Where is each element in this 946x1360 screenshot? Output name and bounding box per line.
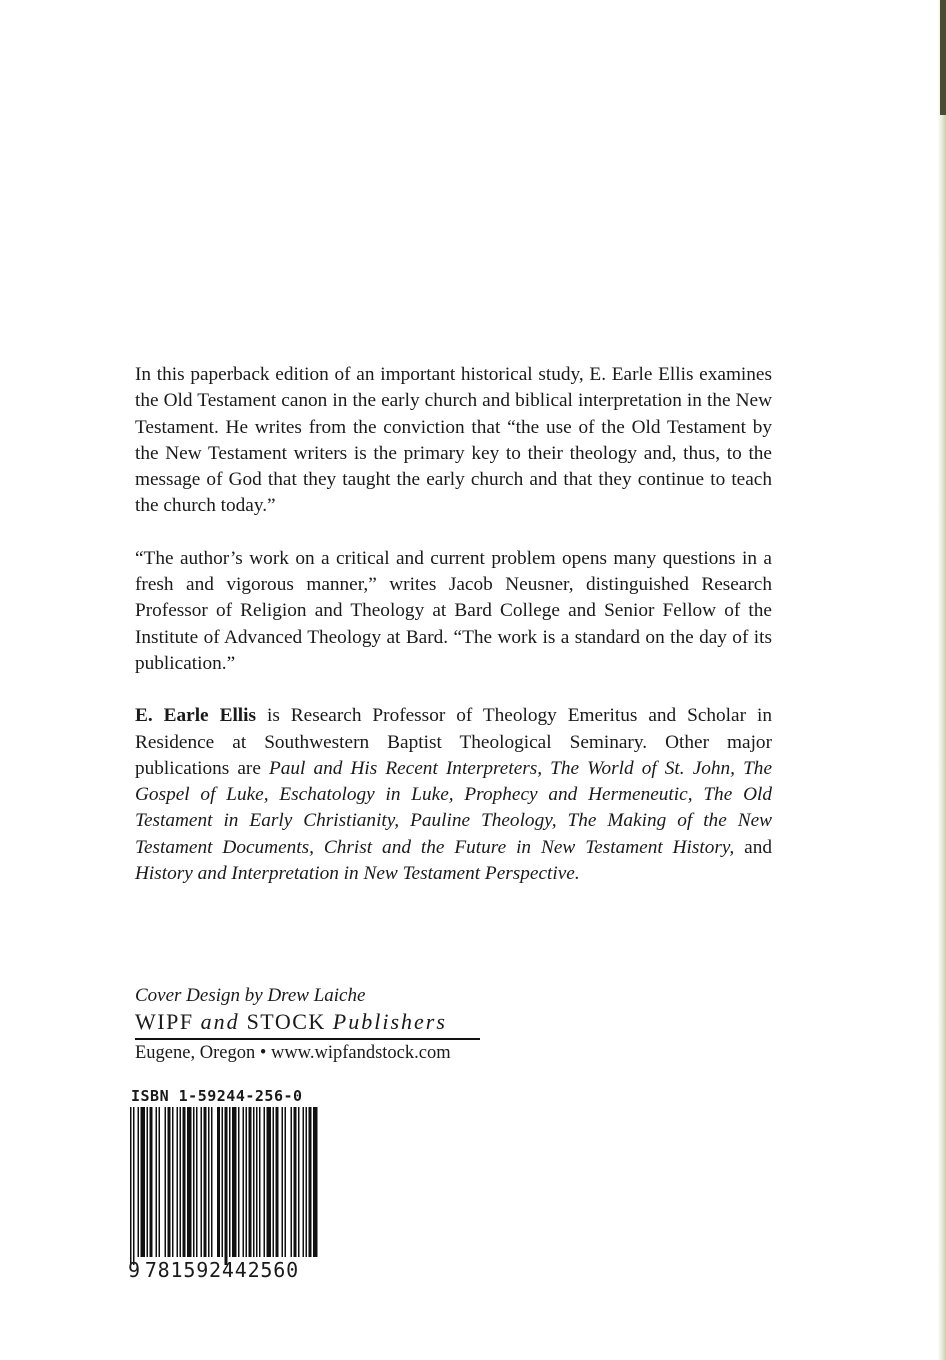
barcode-number: 781592442560 bbox=[144, 1258, 299, 1282]
barcode-bar bbox=[309, 1107, 312, 1257]
barcode-bar bbox=[159, 1107, 161, 1257]
barcode-bar bbox=[138, 1107, 140, 1257]
barcode-bar bbox=[282, 1107, 284, 1257]
publisher-wipf: WIPF bbox=[135, 1009, 201, 1034]
barcode-bar bbox=[294, 1107, 297, 1257]
barcode-bar bbox=[313, 1107, 318, 1257]
barcode-bar bbox=[183, 1107, 186, 1257]
barcode-bar bbox=[246, 1107, 248, 1257]
bullet-separator: • bbox=[255, 1043, 271, 1063]
barcode-bar bbox=[156, 1107, 158, 1257]
barcode-bar bbox=[267, 1107, 272, 1257]
barcode-bar bbox=[147, 1107, 149, 1257]
barcode-bar bbox=[229, 1107, 231, 1257]
publisher-and: and bbox=[200, 1009, 240, 1034]
barcode-bar bbox=[298, 1107, 300, 1257]
barcode-bar bbox=[172, 1107, 174, 1257]
author-bio bbox=[135, 703, 772, 887]
publisher-credits bbox=[135, 984, 480, 1066]
barcode-bar bbox=[177, 1107, 179, 1257]
barcode-bar bbox=[264, 1107, 266, 1257]
barcode-bar bbox=[285, 1107, 287, 1257]
barcode-bar bbox=[303, 1107, 305, 1257]
barcode-bar bbox=[306, 1107, 308, 1257]
barcode-bar bbox=[238, 1107, 240, 1257]
barcode-bar bbox=[133, 1107, 135, 1265]
publisher-website: www.wipfandstock.com bbox=[270, 1043, 451, 1063]
spine-dark-edge bbox=[940, 0, 946, 115]
barcode-bar bbox=[201, 1107, 203, 1257]
barcode-bar bbox=[165, 1107, 167, 1257]
barcode-bar bbox=[222, 1107, 224, 1257]
bio-text: is Research Professor of Theology Emeritus and Scholar in Residence at Southwestern Baptist Theological Seminary. Other major publications are bbox=[135, 705, 772, 779]
barcode-bar bbox=[273, 1107, 275, 1257]
barcode-bar bbox=[150, 1107, 153, 1257]
author-name: E. Earle Ellis bbox=[135, 705, 257, 727]
book-spine-edge bbox=[938, 0, 946, 1360]
barcode-bar bbox=[232, 1107, 237, 1257]
barcode-bar bbox=[259, 1107, 261, 1257]
back-cover-text bbox=[135, 362, 772, 913]
barcode-bar bbox=[211, 1107, 213, 1257]
barcode-bar bbox=[141, 1107, 146, 1257]
barcode-bar bbox=[196, 1107, 198, 1257]
barcode-bar bbox=[291, 1107, 293, 1257]
barcode-bar bbox=[256, 1107, 258, 1257]
barcode-bar bbox=[208, 1107, 210, 1257]
bio-titles: Paul and His Recent Interpreters, The World of St. John, The Gospel of Luke, Eschatology in Luke, Prophecy and Hermeneutic, The Old Testament in Early Christianity, Pauline Theology, The Making of the New Testament Documents, Christ and the Future in New Testament History, bbox=[135, 757, 772, 858]
isbn-label: ISBN 1-59244-256-0 bbox=[131, 1087, 303, 1105]
publisher-location-line bbox=[135, 1040, 480, 1066]
barcode-bar bbox=[180, 1107, 182, 1257]
review-paragraph: “The author’s work on a critical and current problem opens many questions in a fresh and vigorous manner,” writes Jacob Neusner, distinguished Research Professor of Religion and Theology at Bard College and Senior Fellow of the Institute of Advanced Theology at Bard. “The work is a standard on the day of its publication.” bbox=[135, 547, 772, 674]
barcode-first-digit: 9 bbox=[128, 1258, 141, 1282]
barcode-bar bbox=[253, 1107, 255, 1257]
bio-and: and bbox=[734, 836, 772, 858]
barcode-bar bbox=[225, 1107, 228, 1265]
barcode-bar bbox=[168, 1107, 171, 1257]
description-paragraph: In this paperback edition of an important historical study, E. Earle Ellis examines the Old Testament canon in the early church and biblical interpretation in the New Testament. He writes from the conviction that “the use of the Old Testament by the New Testament writers is the primary key to their theology and, thus, to the message of God that they taught the early church and that they continue to teach the church today.” bbox=[135, 364, 772, 517]
publisher-location: Eugene, Oregon bbox=[135, 1043, 256, 1063]
barcode-bar bbox=[193, 1107, 195, 1257]
isbn-barcode bbox=[130, 1107, 320, 1265]
publisher-logo bbox=[135, 1008, 480, 1040]
barcode-bar bbox=[130, 1107, 132, 1265]
barcode-bar bbox=[204, 1107, 207, 1257]
barcode-bar bbox=[249, 1107, 252, 1257]
publisher-stock: STOCK bbox=[239, 1009, 333, 1034]
barcode-bar bbox=[217, 1107, 220, 1257]
bio-last-title: History and Interpretation in New Testament Perspective. bbox=[135, 863, 580, 885]
cover-design-credit: Cover Design by Drew Laiche bbox=[135, 985, 366, 1006]
barcode-digits bbox=[128, 1258, 299, 1282]
barcode-bar bbox=[243, 1107, 245, 1257]
publisher-publishers: Publishers bbox=[332, 1009, 447, 1034]
barcode-bar bbox=[276, 1107, 279, 1257]
barcode-bar bbox=[187, 1107, 192, 1257]
